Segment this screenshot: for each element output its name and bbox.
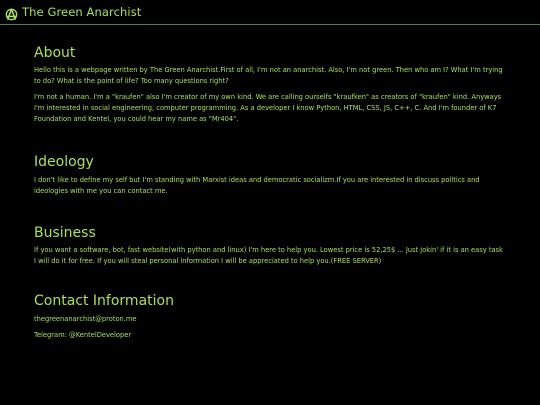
header-bar bbox=[0, 0, 540, 25]
about-paragraph-1: Hello this is a webpage written by The Green Anarchist.First of all, I'm not an anarchist. Also, I'm not green. Then who am I? What I'm trying to do? What is the point of life? Too many questions right? bbox=[34, 66, 503, 85]
ideology-heading: Ideology bbox=[34, 154, 94, 170]
business-paragraph: If you want a software, bot, fast website(with python and linux) I'm here to help you. Lowest price is 52,25$ ... Just jokin' if it is an easy task I will do it for free. If you will steal personal information I will be appreciated to help you.(FREE SERVER) bbox=[34, 246, 503, 265]
contact-heading: Contact Information bbox=[34, 293, 174, 309]
about-section bbox=[34, 25, 506, 125]
business-section bbox=[34, 197, 506, 267]
contact-section bbox=[34, 267, 506, 341]
ideology-section bbox=[34, 125, 506, 197]
main-content bbox=[0, 25, 540, 341]
business-heading: Business bbox=[34, 225, 96, 241]
contact-email: thegreenanarchist@proton.me bbox=[34, 315, 137, 323]
ideology-paragraph: I don't like to define my self but I'm standing with Marxist ideas and democratic socializm.If you are interested in discuss politics and ideologies with me you can contact me. bbox=[34, 176, 480, 195]
site-title[interactable]: The Green Anarchist bbox=[22, 5, 142, 19]
contact-telegram: Telegram: @KentelDeveloper bbox=[34, 331, 132, 339]
about-paragraph-2: I'm not a human. I'm a "kraufen" also I'm creator of my own kind. We are calling ourselfs "kraufken" as creators of "kraufen" kind. Anyways I'm interested in social engineering, computer programming. As a developer I know Python, HTML, CSS, JS, C++, C. And I'm founder of K7 Foundation and Kentel, you could hear my name as "Mr404". bbox=[34, 93, 502, 123]
anarchy-a-icon[interactable] bbox=[5, 6, 18, 19]
about-heading: About bbox=[34, 45, 76, 61]
